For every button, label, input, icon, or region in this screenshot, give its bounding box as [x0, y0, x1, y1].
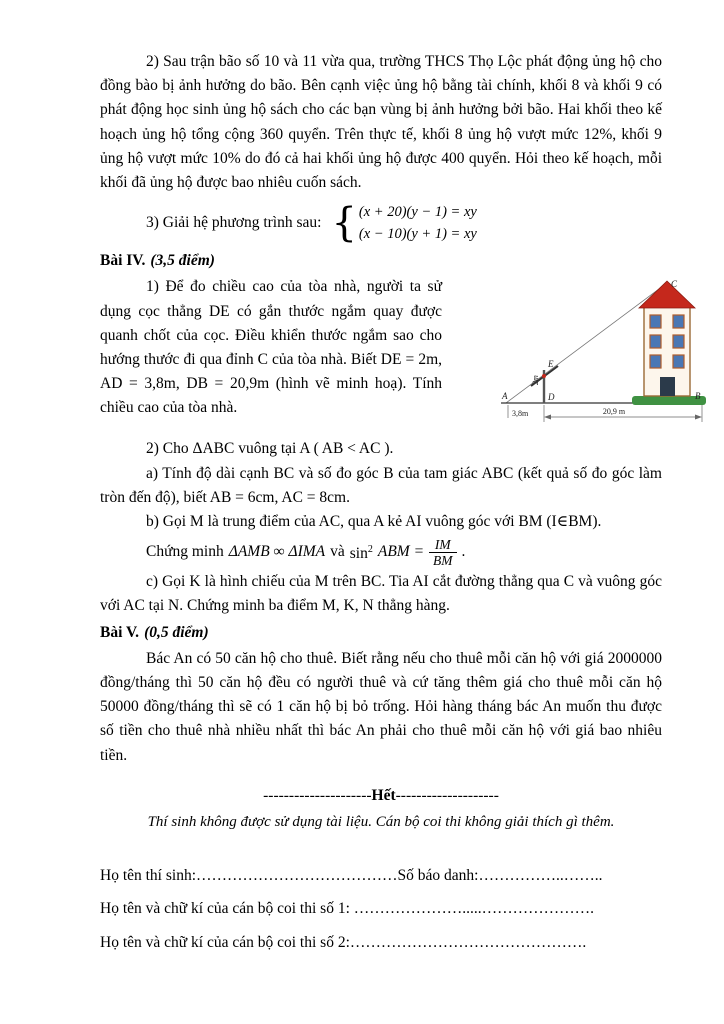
proof-statement [100, 534, 662, 570]
building-measurement-figure [450, 277, 701, 429]
label-E: E [548, 359, 554, 370]
label-A: A [502, 391, 508, 402]
sin-function: sin [349, 545, 368, 563]
bai5-title: Bài V. [100, 623, 140, 641]
similar-triangles-expression: ΔAMB ∞ ΔIMA [228, 543, 326, 561]
bai4-question1-block [100, 275, 701, 431]
equation-2: (x − 10)(y + 1) = xy [358, 226, 477, 243]
label-D: D [548, 392, 555, 403]
bai4-question2c: c) Gọi K là hình chiếu của M trên BC. Tia AI cắt đường thẳng qua C và vuông góc với AC tại N. Chứng minh ba điểm M, K, N thẳng hàng. [100, 573, 662, 615]
proctor1-signature-line: Họ tên và chữ kí của cán bộ coi thi số 1: ………………….....…………………. [100, 900, 595, 918]
label-DB-distance: 20,9 m [602, 407, 626, 417]
bai4-question2a: a) Tính độ dài cạnh BC và số đo góc B của tam giác ABC (kết quả số đo góc làm tròn đến độ), biết AB = 6cm, AC = 8cm. [100, 464, 662, 506]
arrowhead-right-icon [695, 415, 702, 420]
bai4-title: Bài IV. [100, 252, 146, 270]
window-icon [673, 315, 684, 328]
bai4-question2b: b) Gọi M là trung điểm của AC, qua A kẻ AI vuông góc với BM (I∈BM). [146, 513, 602, 531]
proof-period: . [461, 543, 466, 561]
bai4-heading [100, 249, 662, 273]
bai5-points: (0,5 điểm) [144, 623, 209, 641]
exam-notice: Thí sinh không được sử dụng tài liệu. Cán bộ coi thi không giải thích gì thêm. [147, 814, 615, 831]
window-icon [650, 315, 661, 328]
arrowhead-left-icon [544, 415, 551, 420]
label-AD-distance: 3,8m [512, 409, 529, 419]
window-icon [650, 355, 661, 368]
dashes-right: -------------------- [395, 786, 499, 804]
figure-svg [496, 277, 708, 429]
question-3-label: 3) Giải hệ phương trình sau: [146, 214, 322, 232]
bai4-question2: 2) Cho ΔABC vuông tại A ( AB < AC ). [146, 440, 394, 458]
fraction-numerator: IM [429, 537, 457, 553]
sin-squared [350, 538, 373, 566]
angle-expression: ABM = [377, 543, 425, 561]
window-icon [673, 355, 684, 368]
sin-exponent: 2 [367, 544, 373, 556]
end-divider [100, 784, 662, 808]
label-pole-height: 2m [531, 375, 540, 386]
pivot-point [542, 374, 546, 378]
fraction-denominator: BM [433, 552, 453, 568]
system-equations [359, 201, 477, 245]
proof-conjunction: và [330, 543, 345, 561]
equation-1: (x + 20)(y − 1) = xy [358, 204, 477, 221]
window-icon [673, 335, 684, 348]
bai4-points: (3,5 điểm) [150, 252, 215, 270]
window-icon [650, 335, 661, 348]
het-label: Hết [371, 786, 396, 804]
label-B: B [695, 391, 701, 402]
label-C: C [671, 279, 678, 290]
question-3-row [100, 200, 662, 246]
question-2-paragraph: 2) Sau trận bão số 10 và 11 vừa qua, trường THCS Thọ Lộc phát động ủng hộ cho đồng bào bị ảnh hưởng do bão. Bên cạnh việc ủng hộ bằng tài chính, khối 8 và khối 9 có phát động học sinh ủng hộ sách cho các bạn vùng bị ảnh hưởng bởi bão. Hai khối theo kế hoạch ủng hộ tổng cộng 360 quyển. Trên thực tế, khối 8 ủng hộ vượt mức 12%, khối 9 ủng hộ vượt mức 10% do đó cả hai khối ủng hộ được 400 quyển. Hỏi theo kế hoạch, mỗi khối đã ủng hộ được bao nhiêu cuốn sách. [100, 53, 662, 192]
bai4-question1-text: 1) Để đo chiều cao của tòa nhà, người ta sử dụng cọc thẳng DE có gắn thước ngắm quay được quanh chốt của cọc. Điều khiển thước ngắm sao cho hướng thước đi qua đỉnh C của tòa nhà. Biết DE = 2m, AD = 3,8m, DB = 20,9m (hình vẽ minh hoạ). Tính chiều cao của tòa nhà. [100, 278, 442, 417]
bai5-heading [100, 621, 662, 645]
dashes-left: --------------------- [263, 786, 372, 804]
fraction-im-bm [429, 537, 457, 568]
proctor2-signature-line: Họ tên và chữ kí của cán bộ coi thi số 2:………………………………………. [100, 933, 587, 951]
building-roof [639, 281, 695, 308]
candidate-name-line: Họ tên thí sinh:…………………………………Số báo danh:……………..…….. [100, 867, 603, 885]
door [660, 377, 675, 396]
system-brace-glyph: { [331, 200, 357, 247]
bai5-paragraph: Bác An có 50 căn hộ cho thuê. Biết rằng nếu cho thuê mỗi căn hộ với giá 2000000 đồng/tháng thì 50 căn hộ đều có người thuê và cứ tăng thêm giá cho thuê mỗi căn hộ 50000 đồng/tháng thì sẽ có 1 căn hộ bị bỏ trống. Hỏi hàng tháng bác An muốn thu được số tiền cho thuê nhà nhiều nhất thì bác An phải cho thuê mỗi căn hộ với giá bao nhiêu tiền. [100, 649, 662, 764]
equation-system [331, 200, 476, 246]
proof-prefix: Chứng minh [146, 543, 224, 561]
